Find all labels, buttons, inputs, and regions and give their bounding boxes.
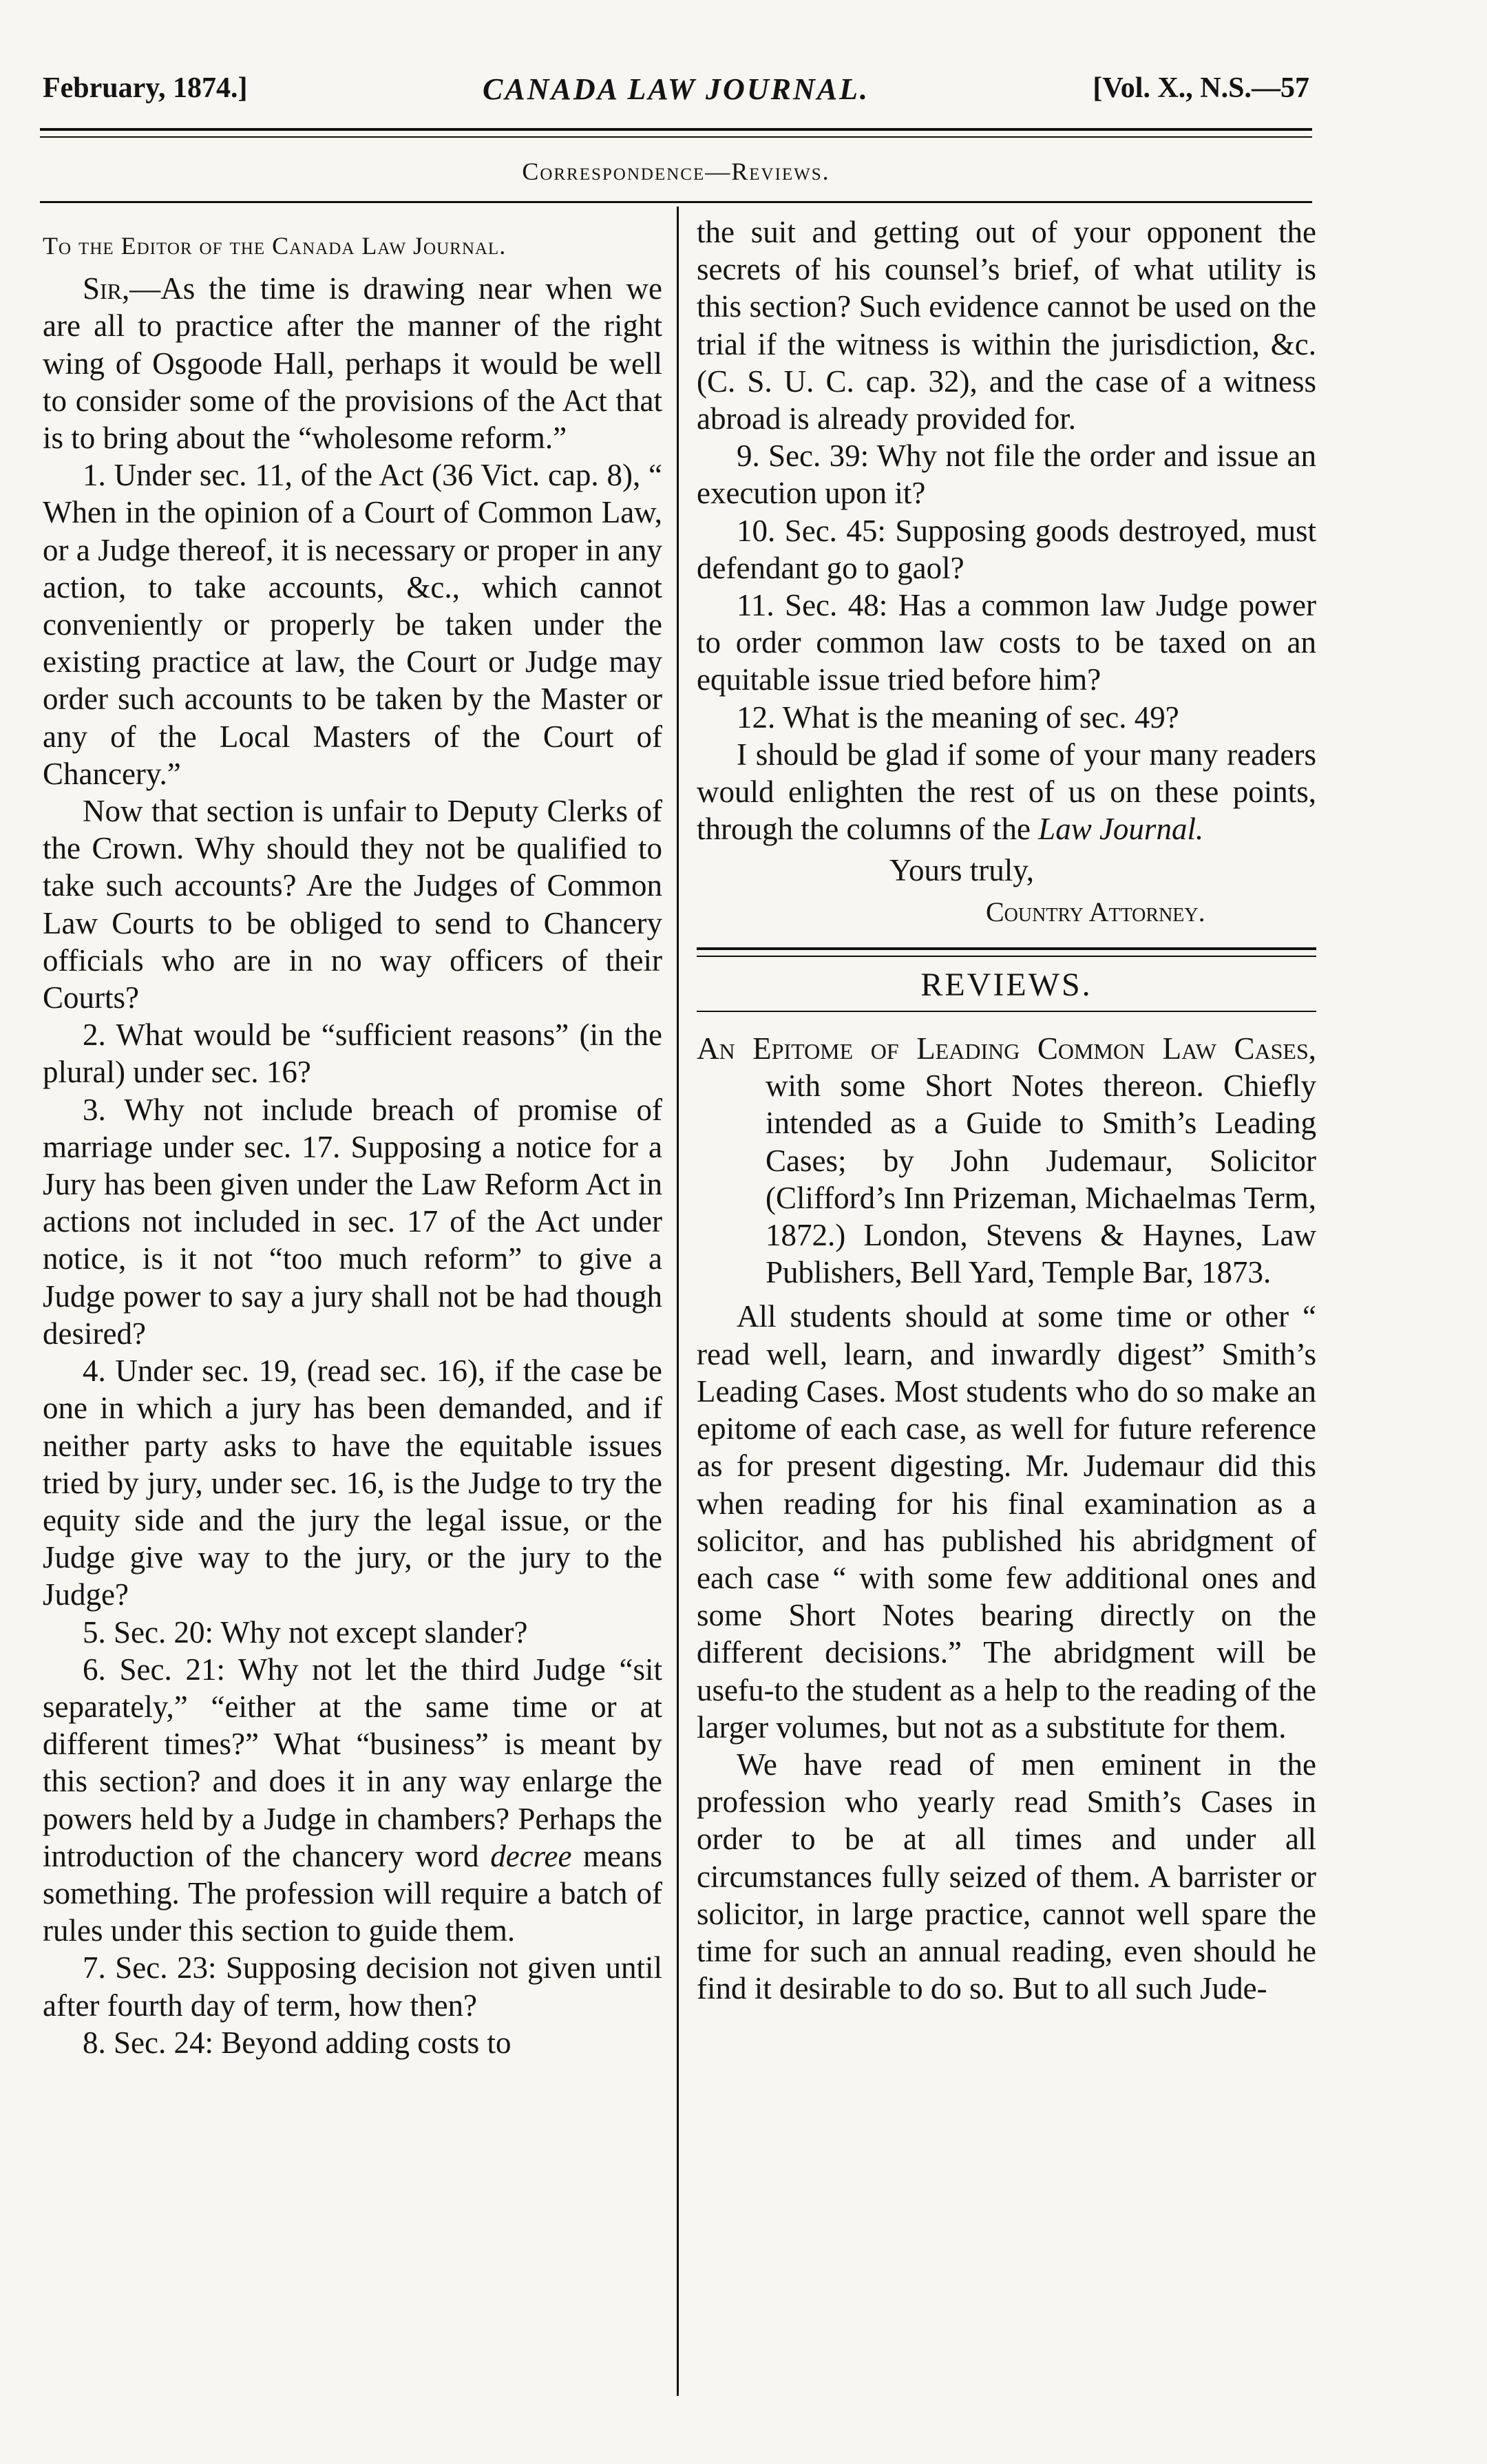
header-rule-thick xyxy=(40,128,1312,131)
letter-paragraph: 3. Why not include breach of promise of marriage under sec. 17. Supposing a notice for a Jury has been given under the Law Reform Act in actions not included in sec. 17 of the Act under notice, is it not “too much reform” to give a Judge power to say a jury shall not be had though desired? xyxy=(43,1092,662,1351)
letter-paragraph: 4. Under sec. 19, (read sec. 16), if the case be one in which a jury has been demanded, and if neither party asks to have the equitable issues tried by jury, under sec. 16, is the Judge to try the equity side and the jury the legal issue, or the Judge give way to the jury, or the jury to the Judge? xyxy=(43,1354,662,1612)
reviews-heading-rule xyxy=(697,1011,1316,1012)
letter-paragraph-continued: the suit and getting out of your opponent the secrets of his counsel’s brief, of what utility is this section? Such evidence cannot be used on the trial if the witness is within the jurisdiction, &c. (C. S. U. C. cap. 32), and the case of a witness abroad is already provided for. xyxy=(697,215,1316,436)
running-header xyxy=(43,66,1309,121)
book-details: with some Short Notes thereon. Chiefly intended as a Guide to Smith’s Leading Cases; by John Judemaur, Solicitor (Clifford’s Inn Prizeman, Michaelmas Term, 1872.) London, Stevens & Haynes, Law Publishers, Bell Yard, Temple Bar, 1873. xyxy=(766,1068,1317,1290)
reviews-rule-thick xyxy=(697,947,1316,950)
review-paragraph: We have read of men eminent in the profession who yearly read Smith’s Cases in order to be at all times and under all circumstances fully seized of them. A barrister or solicitor, in large practice, cannot well spare the time for such an annual reading, even should he find it desirable to do so. But to all such Jude- xyxy=(697,1747,1316,2006)
signoff: Yours truly, xyxy=(889,853,1035,888)
letter-paragraph: 12. What is the meaning of sec. 49? xyxy=(737,699,1179,735)
letter-paragraph: 7. Sec. 23: Supposing decision not given until after fourth day of term, how then? xyxy=(43,1950,662,2023)
letter-paragraph: 9. Sec. 39: Why not file the order and issue an execution upon it? xyxy=(697,439,1316,511)
reviews-heading: REVIEWS. xyxy=(920,966,1093,1003)
volume-page-number: [Vol. X., N.S.—57 xyxy=(1093,72,1309,104)
section-header: Correspondence—Reviews. xyxy=(522,158,830,185)
column-divider xyxy=(677,207,679,2396)
letter-paragraph: Now that section is unfair to Deputy Clerks of the Crown. Why should they not be qualified to take such accounts? Are the Judges of Common Law Courts to be obliged to send to Chancery officials who are in no way officers of their Courts? xyxy=(43,794,662,1015)
p6-text-b: means something. The profession will require a batch of rules under this section to guide them. xyxy=(43,1838,662,1948)
signature: Country Attorney. xyxy=(986,896,1205,927)
book-citation xyxy=(697,1030,1316,1291)
letter-intro xyxy=(43,270,662,456)
issue-date: February, 1874.] xyxy=(43,72,248,104)
reviews-rule-thin xyxy=(697,956,1316,957)
intro-text: —As the time is drawing near when we are all to practice after the manner of the right wing of Osgoode Hall, perhaps it would be well to consider some of the provisions of the Act that is to bring about the “wholesome reform.” xyxy=(43,271,662,456)
letter-paragraph-6 xyxy=(43,1651,662,1950)
book-title: An Epitome of Leading Common Law Cases, xyxy=(697,1031,1316,1066)
right-column xyxy=(697,213,1316,2007)
journal-name-italic: Law Journal. xyxy=(1038,812,1204,847)
left-column xyxy=(43,213,662,2061)
salutation: Sir, xyxy=(83,271,130,306)
closing-text: I should be glad if some of your many readers would enlighten the rest of us on these points, through the columns of the xyxy=(697,737,1316,847)
letter-paragraph: 8. Sec. 24: Beyond adding costs to xyxy=(83,2025,512,2060)
p6-italic-word: decree xyxy=(490,1838,572,1873)
letter-paragraph: 11. Sec. 48: Has a common law Judge power to order common law costs to be taxed on an equitable issue tried before him? xyxy=(697,588,1316,697)
letter-addressee: To the Editor of the Canada Law Journal. xyxy=(43,232,507,260)
letter-paragraph: 5. Sec. 20: Why not except slander? xyxy=(83,1614,528,1650)
letter-paragraph: 10. Sec. 45: Supposing goods destroyed, must defendant go to gaol? xyxy=(697,513,1316,585)
letter-paragraph: 2. What would be “sufficient reasons” (in the plural) under sec. 16? xyxy=(43,1018,662,1090)
p6-text-a: 6. Sec. 21: Why not let the third Judge “sit separately,” “either at the same time or at different times?” What “business” is meant by this section? and does it in any way enlarge the powers held by a Judge in chambers? Perhaps the introduction of the chancery word xyxy=(43,1652,662,1873)
header-rule-thin xyxy=(40,136,1312,138)
section-rule xyxy=(40,201,1312,203)
letter-paragraph: 1. Under sec. 11, of the Act (36 Vict. cap. 8), “ When in the opinion of a Court of Common Law, or a Judge thereof, it is necessary or proper in any action, to take accounts, &c., which cannot conveniently or properly be taken under the existing practice at law, the Court or Judge may order such accounts to be taken by the Master or any of the Local Masters of the Court of Chancery.” xyxy=(43,458,662,791)
letter-closing-paragraph xyxy=(697,736,1316,848)
review-paragraph: All students should at some time or other “ read well, learn, and inwardly digest” Smith’s Leading Cases. Most students who do so make an epitome of each case, as well for future reference as for present digesting. Mr. Judemaur did this when reading for his final examination as a solicitor, and has published his abridgment of each case “ with some few additional ones and some Short Notes bearing directly on the different decisions.” The abridgment will be usefu-to the student as a help to the reading of the larger volumes, but not as a substitute for them. xyxy=(697,1299,1316,1745)
journal-title: CANADA LAW JOURNAL. xyxy=(483,72,869,106)
